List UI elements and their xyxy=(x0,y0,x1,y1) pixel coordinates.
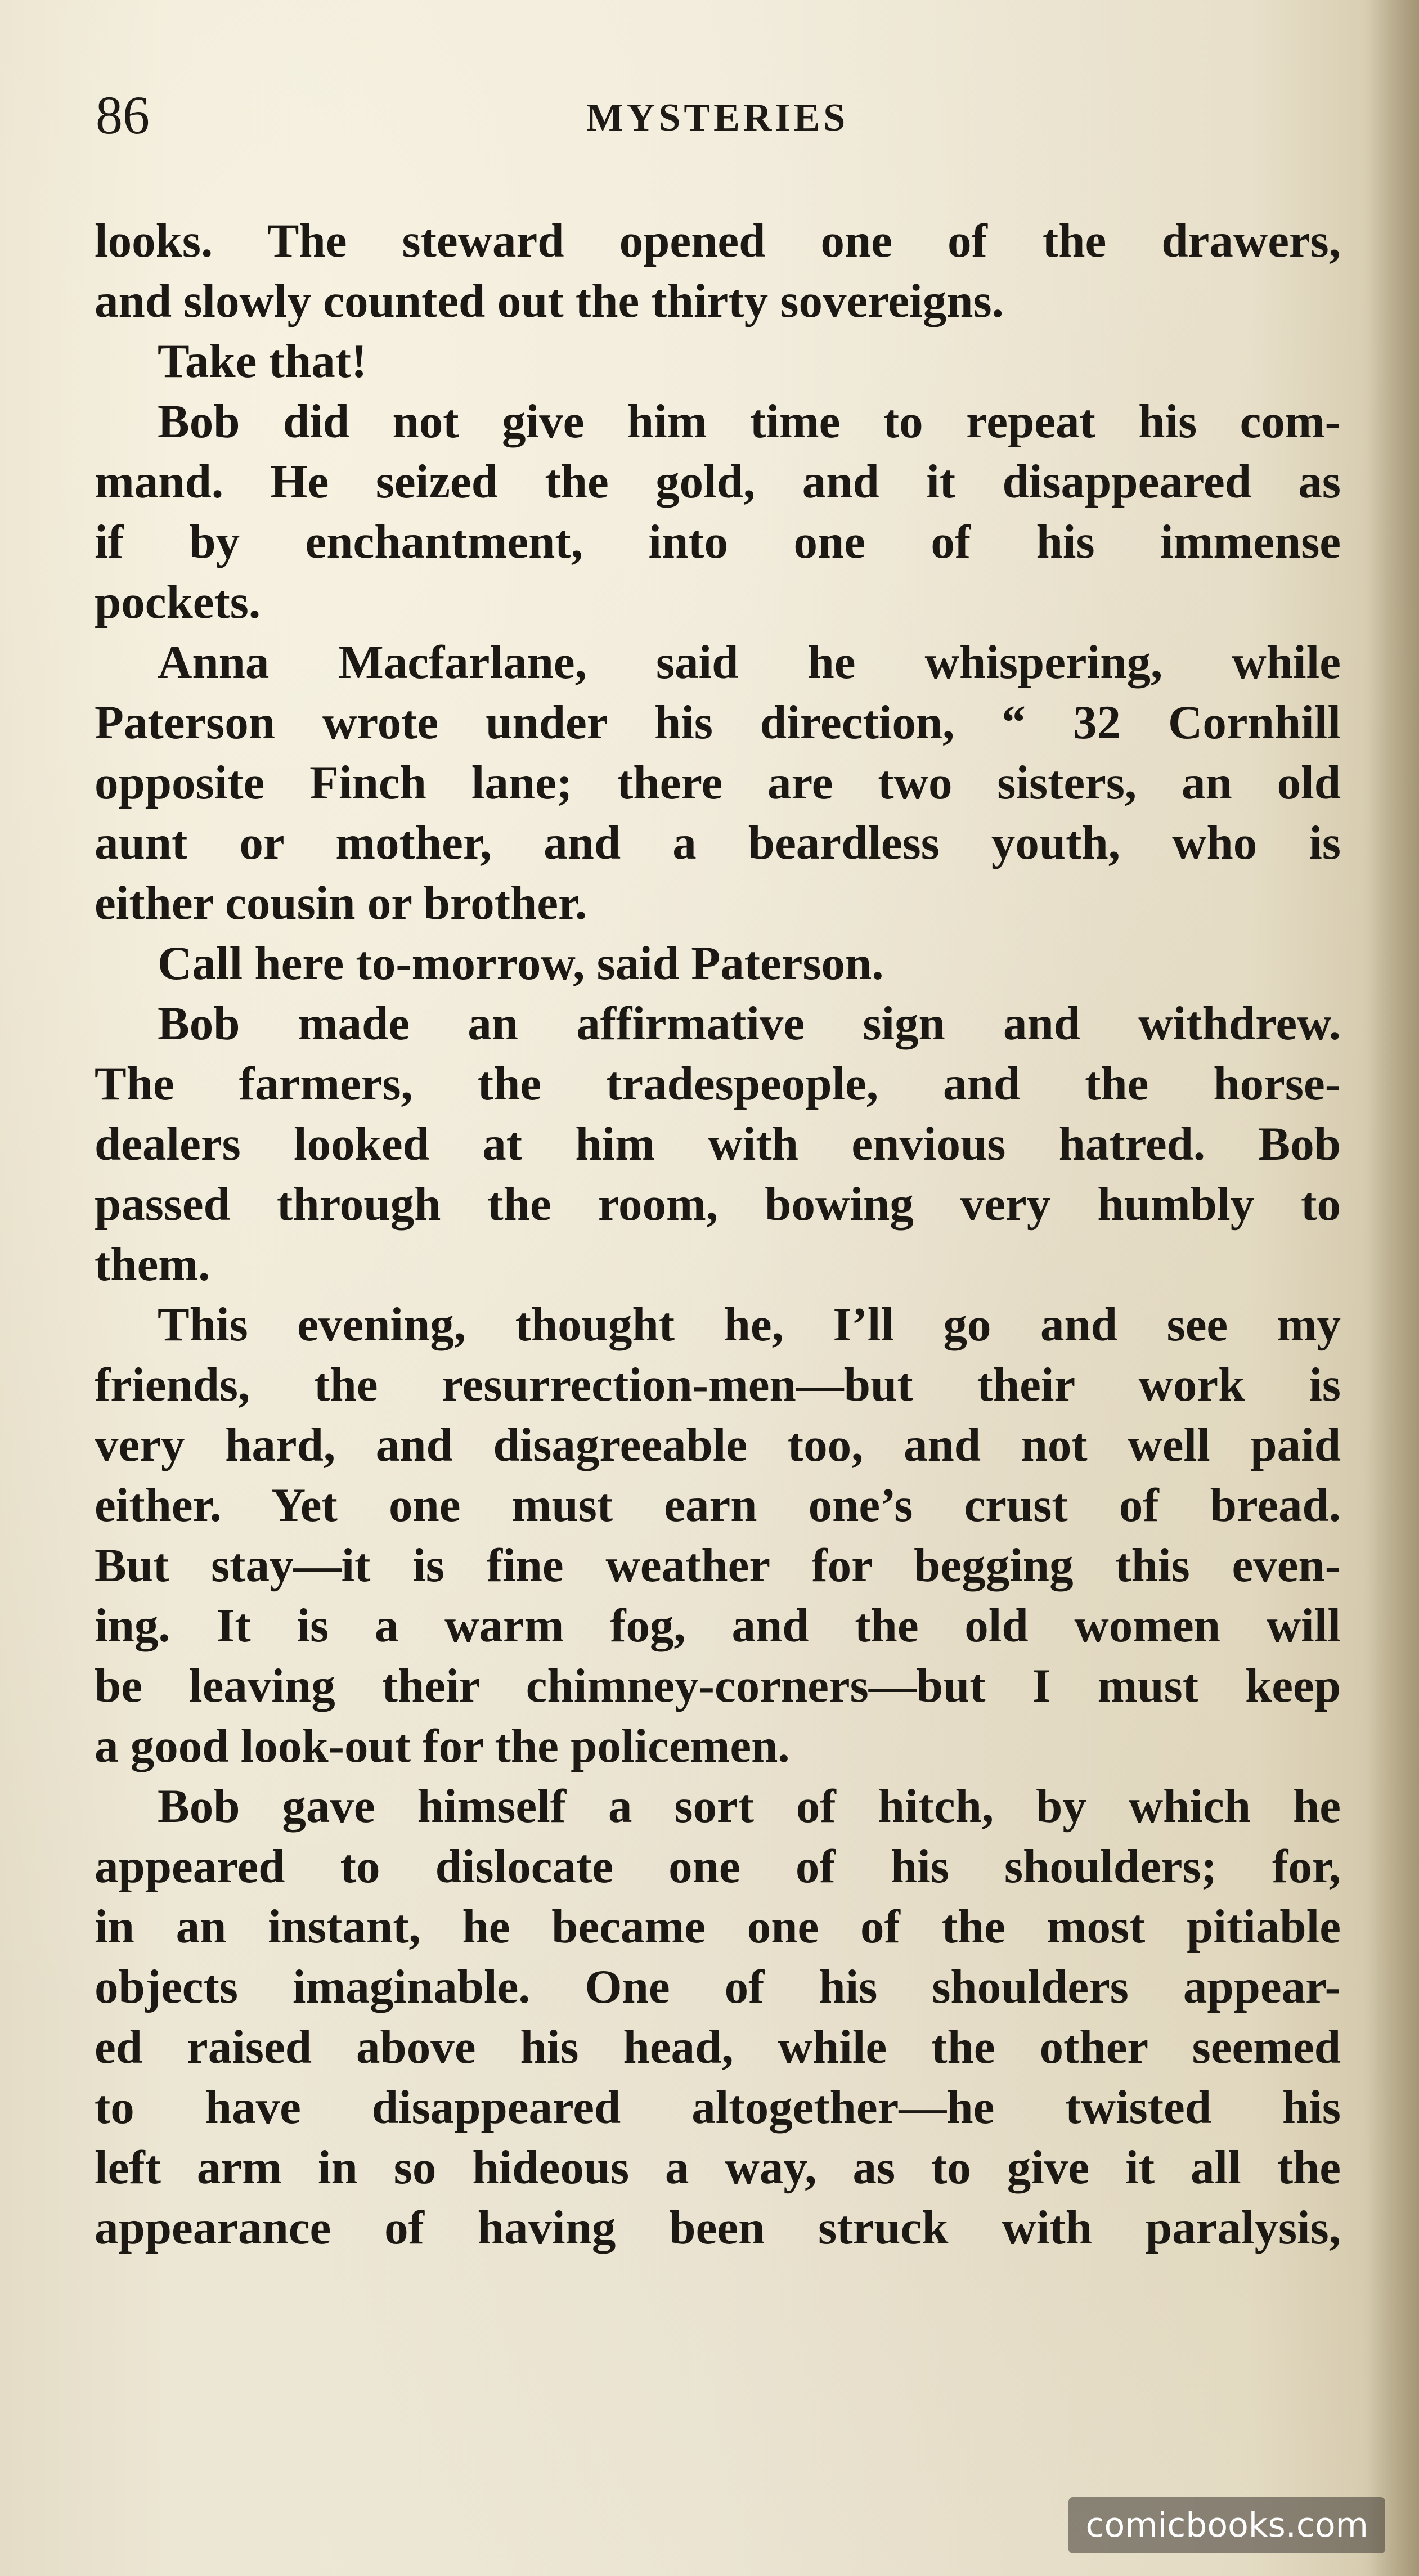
text-line: either cousin or brother. xyxy=(95,877,587,930)
text-line: looks. The steward opened one of the drawers, xyxy=(95,214,1341,267)
text-line: a good look-out for the policemen. xyxy=(95,1720,790,1772)
text-line: appeared to dislocate one of his shoulders; for, xyxy=(95,1840,1341,1893)
text-line: either. Yet one must earn one’s crust of bread. xyxy=(95,1479,1341,1532)
text-line: to have disappeared altogether—he twisted his xyxy=(95,2081,1341,2134)
watermark: comicbooks.com xyxy=(1068,2497,1385,2553)
text-line: mand. He seized the gold, and it disappeared as xyxy=(95,455,1341,508)
text-line: be leaving their chimney-corners—but I must keep xyxy=(95,1659,1341,1712)
text-line: and slowly counted out the thirty sovereigns. xyxy=(95,275,1004,327)
text-line: appearance of having been struck with paralysis, xyxy=(95,2201,1341,2254)
text-line: The farmers, the tradespeople, and the horse- xyxy=(95,1057,1341,1110)
running-title: MYSTERIES xyxy=(586,96,849,140)
text-line: Bob did not give him time to repeat his com- xyxy=(158,395,1341,448)
text-line: objects imaginable. One of his shoulders appear- xyxy=(95,1960,1341,2013)
text-line: them. xyxy=(95,1238,210,1291)
page-header xyxy=(96,84,1339,146)
text-line: if by enchantment, into one of his immense xyxy=(95,515,1341,568)
text-line: in an instant, he became one of the most pitiable xyxy=(95,1900,1341,1953)
text-line: aunt or mother, and a beardless youth, who is xyxy=(95,816,1341,869)
text-line: friends, the resurrection-men—but their work is xyxy=(95,1358,1341,1411)
text-line: dealers looked at him with envious hatred. Bob xyxy=(95,1118,1341,1170)
text-line: ing. It is a warm fog, and the old women will xyxy=(95,1599,1341,1652)
text-line: Anna Macfarlane, said he whispering, while xyxy=(158,636,1341,689)
text-line: Bob gave himself a sort of hitch, by which he xyxy=(158,1780,1341,1833)
text-line: left arm in so hideous a way, as to give it all the xyxy=(95,2141,1341,2194)
text-line: opposite Finch lane; there are two sisters, an old xyxy=(95,756,1341,809)
text-line: very hard, and disagreeable too, and not well paid xyxy=(95,1419,1341,1471)
text-line: Bob made an affirmative sign and withdrew. xyxy=(158,997,1341,1050)
body-text xyxy=(95,211,1341,2258)
text-line: pockets. xyxy=(95,576,261,629)
text-line: Paterson wrote under his direction, “ 32 Cornhill xyxy=(95,696,1341,749)
text-line: passed through the room, bowing very humbly to xyxy=(95,1178,1341,1231)
text-line: But stay—it is fine weather for begging this even- xyxy=(95,1539,1341,1592)
page-edge-shadow xyxy=(1368,0,1419,2576)
text-line: Call here to-morrow, said Paterson. xyxy=(158,937,884,990)
text-line: ed raised above his head, while the other seemed xyxy=(95,2021,1341,2074)
page-number: 86 xyxy=(96,85,150,145)
text-line: This evening, thought he, I’ll go and see my xyxy=(158,1298,1341,1351)
text-line: Take that! xyxy=(158,335,367,388)
